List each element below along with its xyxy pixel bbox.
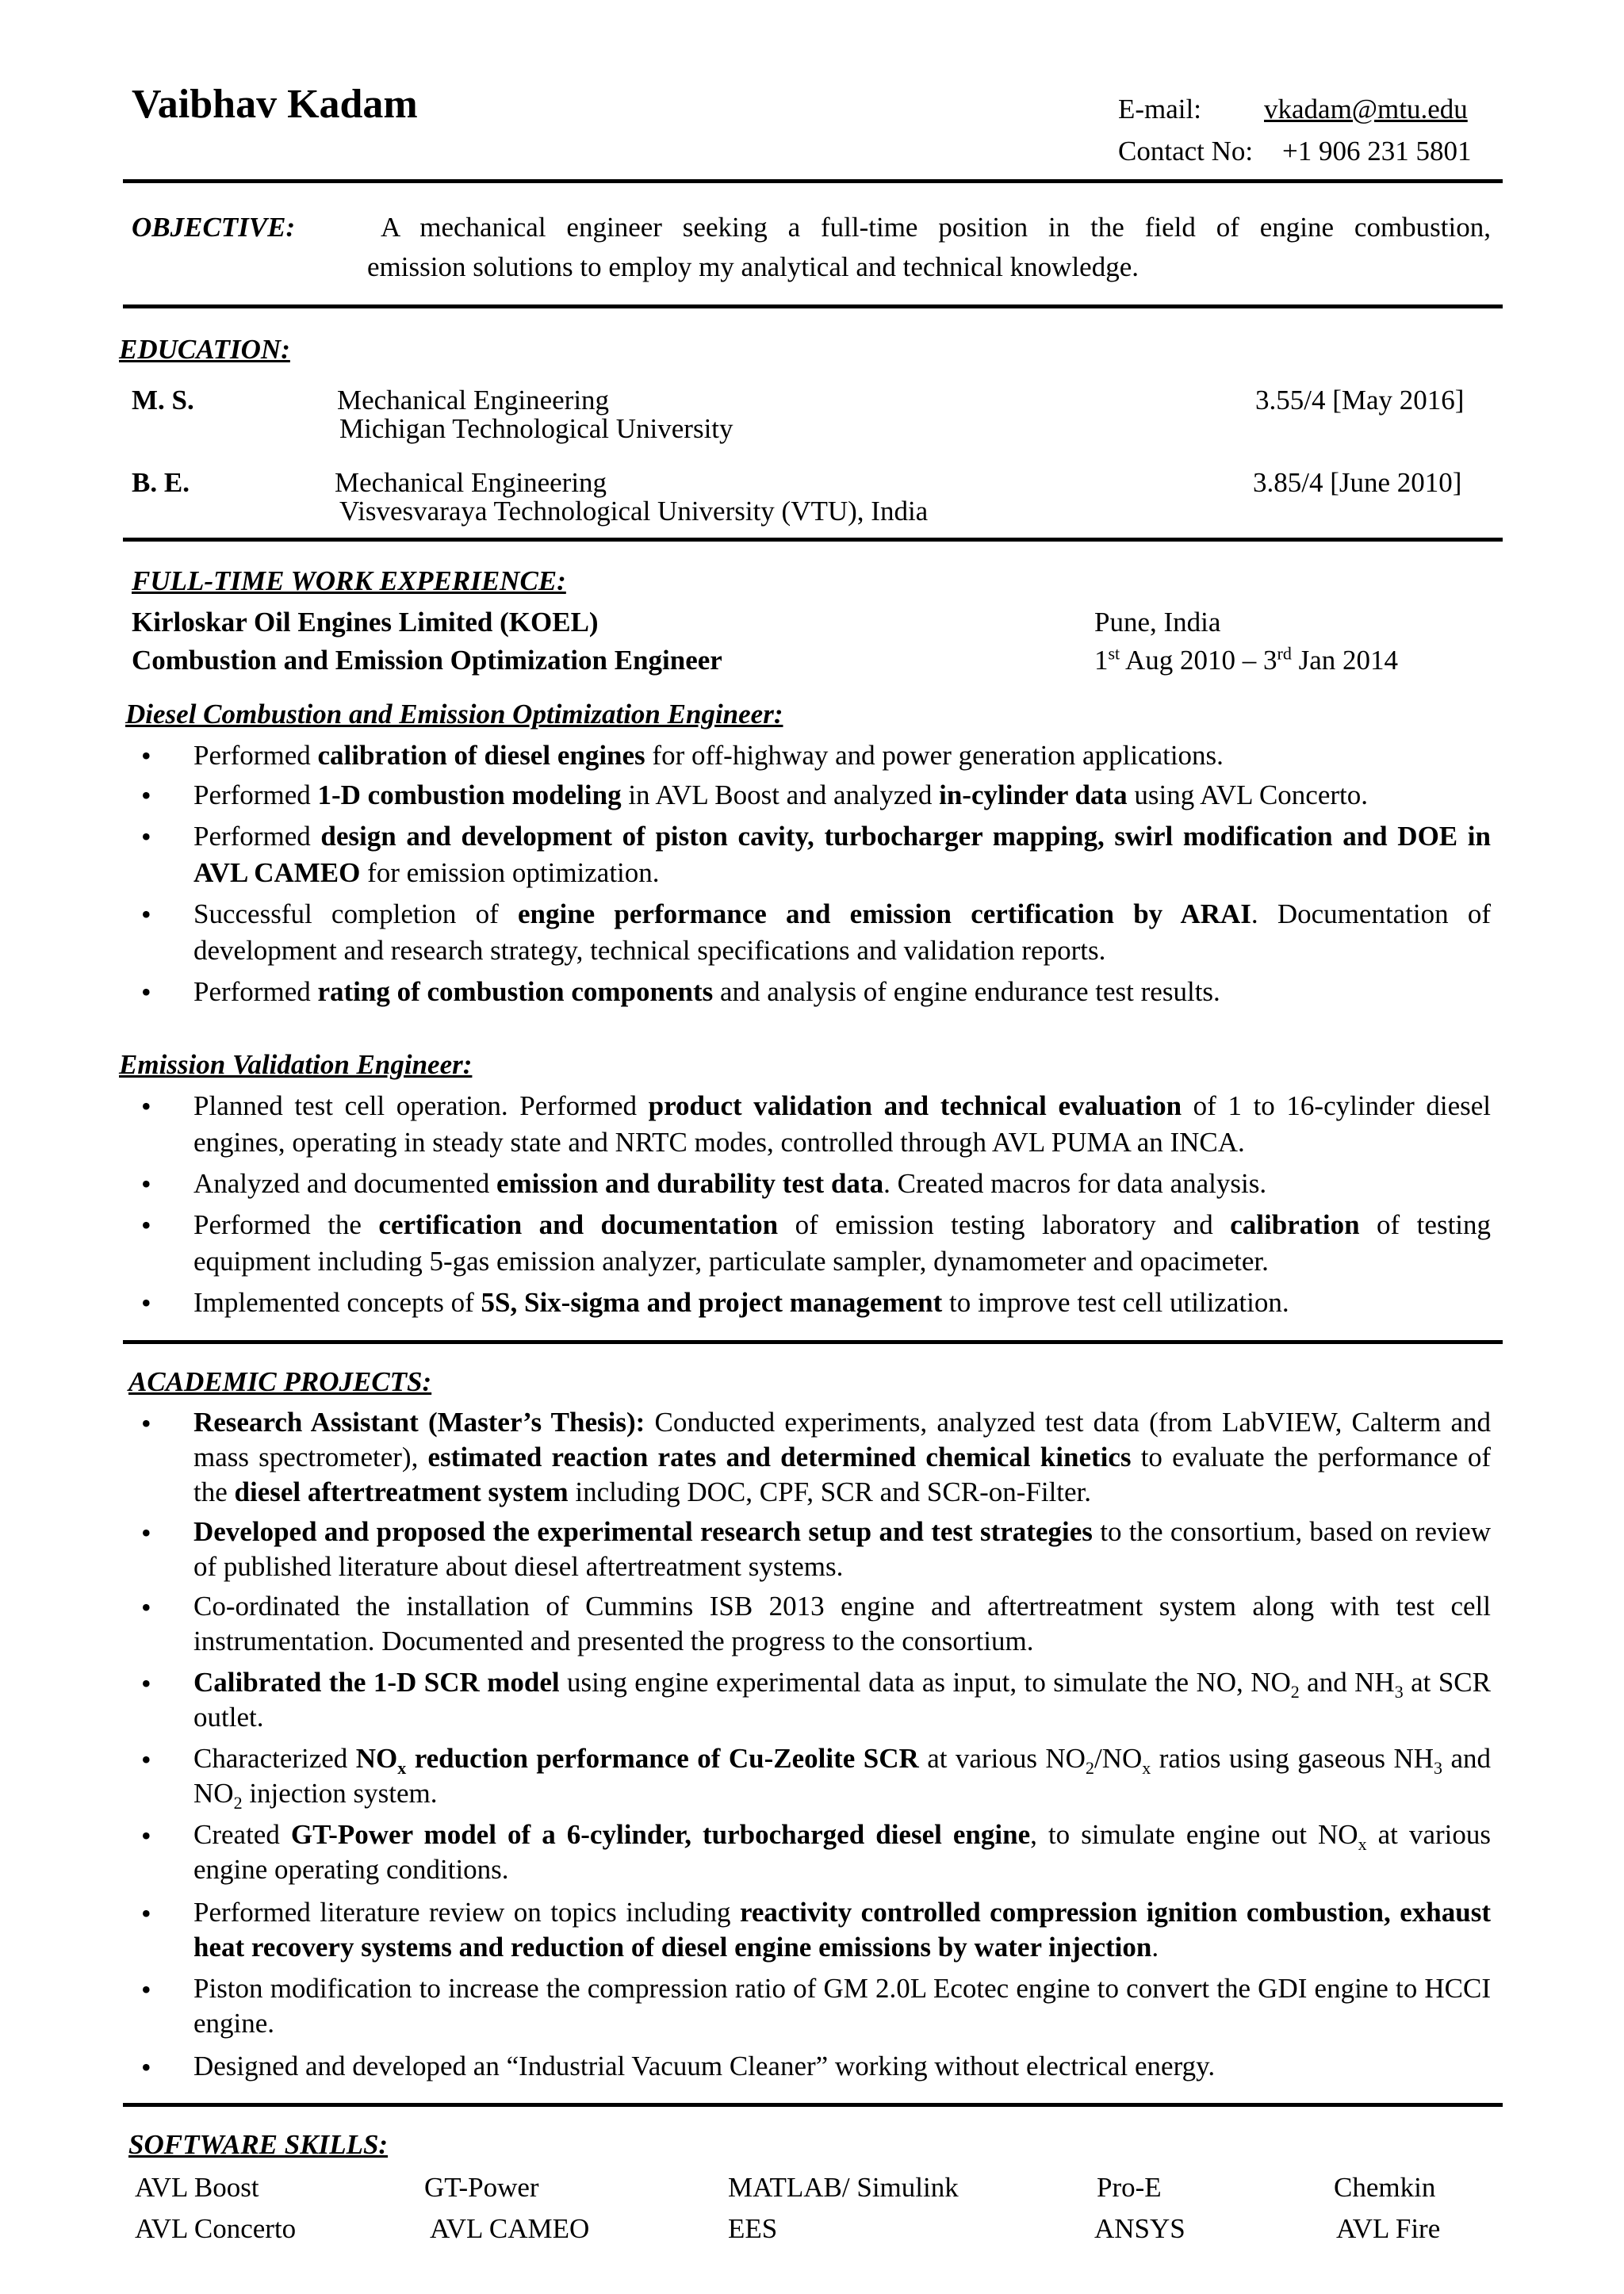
bullet: •: [141, 898, 151, 930]
skill-item: AVL Boost: [135, 2172, 259, 2203]
bullet: •: [141, 1668, 151, 1699]
skill-item: AVL Concerto: [135, 2213, 297, 2244]
bullet: •: [141, 1517, 151, 1549]
bullet-text: Analyzed and documented emission and durability test data. Created macros for data analysis.: [193, 1168, 1267, 1199]
company-location: Pune, India: [1094, 607, 1221, 638]
bullet-text: Performed rating of combustion components and analysis of engine endurance test results.: [193, 976, 1220, 1007]
divider: [123, 304, 1503, 308]
skills-heading: SOFTWARE SKILLS:: [128, 2129, 389, 2160]
education-heading: EDUCATION:: [119, 334, 290, 365]
bullet: •: [141, 1898, 151, 1929]
experience-heading: FULL-TIME WORK EXPERIENCE:: [132, 565, 566, 596]
gpa-date: 3.55/4 [May 2016]: [1255, 385, 1465, 416]
degree-field: Mechanical Engineering: [337, 385, 610, 416]
bullet: •: [141, 1744, 151, 1775]
skill-item: ANSYS: [1094, 2213, 1185, 2244]
project-text: Designed and developed an “Industrial Vacuum Cleaner” working without electrical energy.: [193, 2051, 1216, 2081]
bullet-text: Successful completion of engine performance and emission certification by ARAI. Documentation of development and research strategy, technical specifications and validation reports.: [193, 898, 1492, 966]
project-text: Calibrated the 1-D SCR model using engine experimental data as input, to simulate the NO, $NO_2$ and $NH_3$ at SCR outlet.: [193, 1667, 1491, 1733]
role-heading: Emission Validation Engineer:: [119, 1049, 473, 1080]
bullet: •: [141, 1407, 151, 1439]
project-text: Piston modification to increase the compression ratio of GM 2.0L Ecotec engine to convert the GDI engine to HCCI engine.: [193, 1973, 1491, 2039]
email-link[interactable]: vkadam@mtu.edu: [1264, 94, 1468, 124]
role-heading: Diesel Combustion and Emission Optimization Engineer:: [125, 699, 783, 730]
bullet: •: [141, 740, 151, 772]
candidate-name: Vaibhav Kadam: [132, 82, 418, 127]
degree-be: B. E.: [132, 467, 190, 498]
bullet-text: Implemented concepts of 5S, Six-sigma and project management to improve test cell utilization.: [193, 1287, 1289, 1318]
bullet: •: [141, 1591, 151, 1623]
bullet: •: [141, 821, 151, 852]
project-text: Characterized $NO_x$ reduction performance of Cu-Zeolite SCR at various $NO_2/NO_x$ ratios using gaseous $NH_3$ and $NO_2$ injection system.: [193, 1743, 1491, 1813]
job-title: Combustion and Emission Optimization Engineer: [132, 645, 722, 676]
project-text: Research Assistant (Master’s Thesis): Conducted experiments, analyzed test data (from LabVIEW, Calterm and mass spectrometer), estimated reaction rates and determined chemical kinetics to evaluate the performance of the diesel aftertreatment system including DOC, CPF, SCR and SCR-on-Filter.: [193, 1407, 1491, 1507]
divider: [123, 2103, 1503, 2107]
divider: [123, 1340, 1503, 1344]
bullet: •: [141, 1974, 151, 2005]
contact-label: Contact No:: [1118, 136, 1254, 167]
phone-number: +1 906 231 5801: [1282, 136, 1472, 167]
company-name: Kirloskar Oil Engines Limited (KOEL): [132, 607, 599, 638]
employment-dates: 1st Aug 2010 – 3rd Jan 2014: [1094, 643, 1399, 676]
gpa-date: 3.85/4 [June 2010]: [1253, 467, 1462, 498]
bullet-text: Planned test cell operation. Performed product validation and technical evaluation of 1 to 16-cylinder diesel engines, operating in steady state and NRTC modes, controlled through AVL PUMA an INCA.: [193, 1090, 1492, 1158]
project-text: Co-ordinated the installation of Cummins ISB 2013 engine and aftertreatment system along with test cell instrumentation. Documented and presented the progress to the consortium.: [193, 1591, 1491, 1656]
objective-line-2: emission solutions to employ my analytical and technical knowledge.: [367, 251, 1139, 282]
bullet-text: Performed the certification and documentation of emission testing laboratory and calibration of testing equipment including 5-gas emission analyzer, particulate sampler, dynamometer and opacimeter.: [193, 1209, 1492, 1277]
bullet: •: [141, 779, 151, 811]
bullet: •: [141, 976, 151, 1008]
project-text: Developed and proposed the experimental research setup and test strategies to the consortium, based on review of published literature about diesel aftertreatment systems.: [193, 1516, 1491, 1582]
bullet-text: Performed calibration of diesel engines for off-highway and power generation applications.: [193, 740, 1224, 771]
skill-item: MATLAB/ Simulink: [728, 2172, 959, 2203]
skill-item: EES: [728, 2213, 778, 2244]
university-name: Michigan Technological University: [339, 413, 733, 444]
skill-item: AVL CAMEO: [430, 2213, 590, 2244]
project-text: Performed literature review on topics including reactivity controlled compression ignition combustion, exhaust heat recovery systems and reduction of diesel engine emissions by water injection.: [193, 1897, 1491, 1963]
project-text: Created GT-Power model of a 6-cylinder, turbocharged diesel engine, to simulate engine out $NO_x$ at various engine operating conditions.: [193, 1819, 1491, 1885]
skill-item: AVL Fire: [1336, 2213, 1441, 2244]
divider: [123, 538, 1503, 542]
degree-ms: M. S.: [132, 385, 194, 416]
projects-heading: ACADEMIC PROJECTS:: [128, 1366, 432, 1397]
bullet: •: [141, 1820, 151, 1852]
bullet-text: Performed 1-D combustion modeling in AVL Boost and analyzed in-cylinder data using AVL Concerto.: [193, 779, 1368, 810]
divider: [123, 179, 1503, 183]
objective-label: OBJECTIVE:: [132, 212, 296, 243]
university-name: Visvesvaraya Technological University (VTU), India: [339, 496, 929, 527]
bullet: •: [141, 1168, 151, 1200]
degree-field: Mechanical Engineering: [335, 467, 607, 498]
bullet: •: [141, 2051, 151, 2083]
bullet-text: Performed design and development of piston cavity, turbocharger mapping, swirl modification and DOE in AVL CAMEO for emission optimization.: [193, 821, 1491, 888]
skill-item: Pro-E: [1097, 2172, 1162, 2203]
email-label: E-mail:: [1118, 94, 1201, 124]
skill-item: Chemkin: [1334, 2172, 1436, 2203]
objective-line-1: A mechanical engineer seeking a full-time position in the field of engine combustion,: [381, 212, 1491, 243]
bullet: •: [141, 1090, 151, 1122]
bullet: •: [141, 1287, 151, 1319]
skill-item: GT-Power: [424, 2172, 539, 2203]
bullet: •: [141, 1209, 151, 1241]
